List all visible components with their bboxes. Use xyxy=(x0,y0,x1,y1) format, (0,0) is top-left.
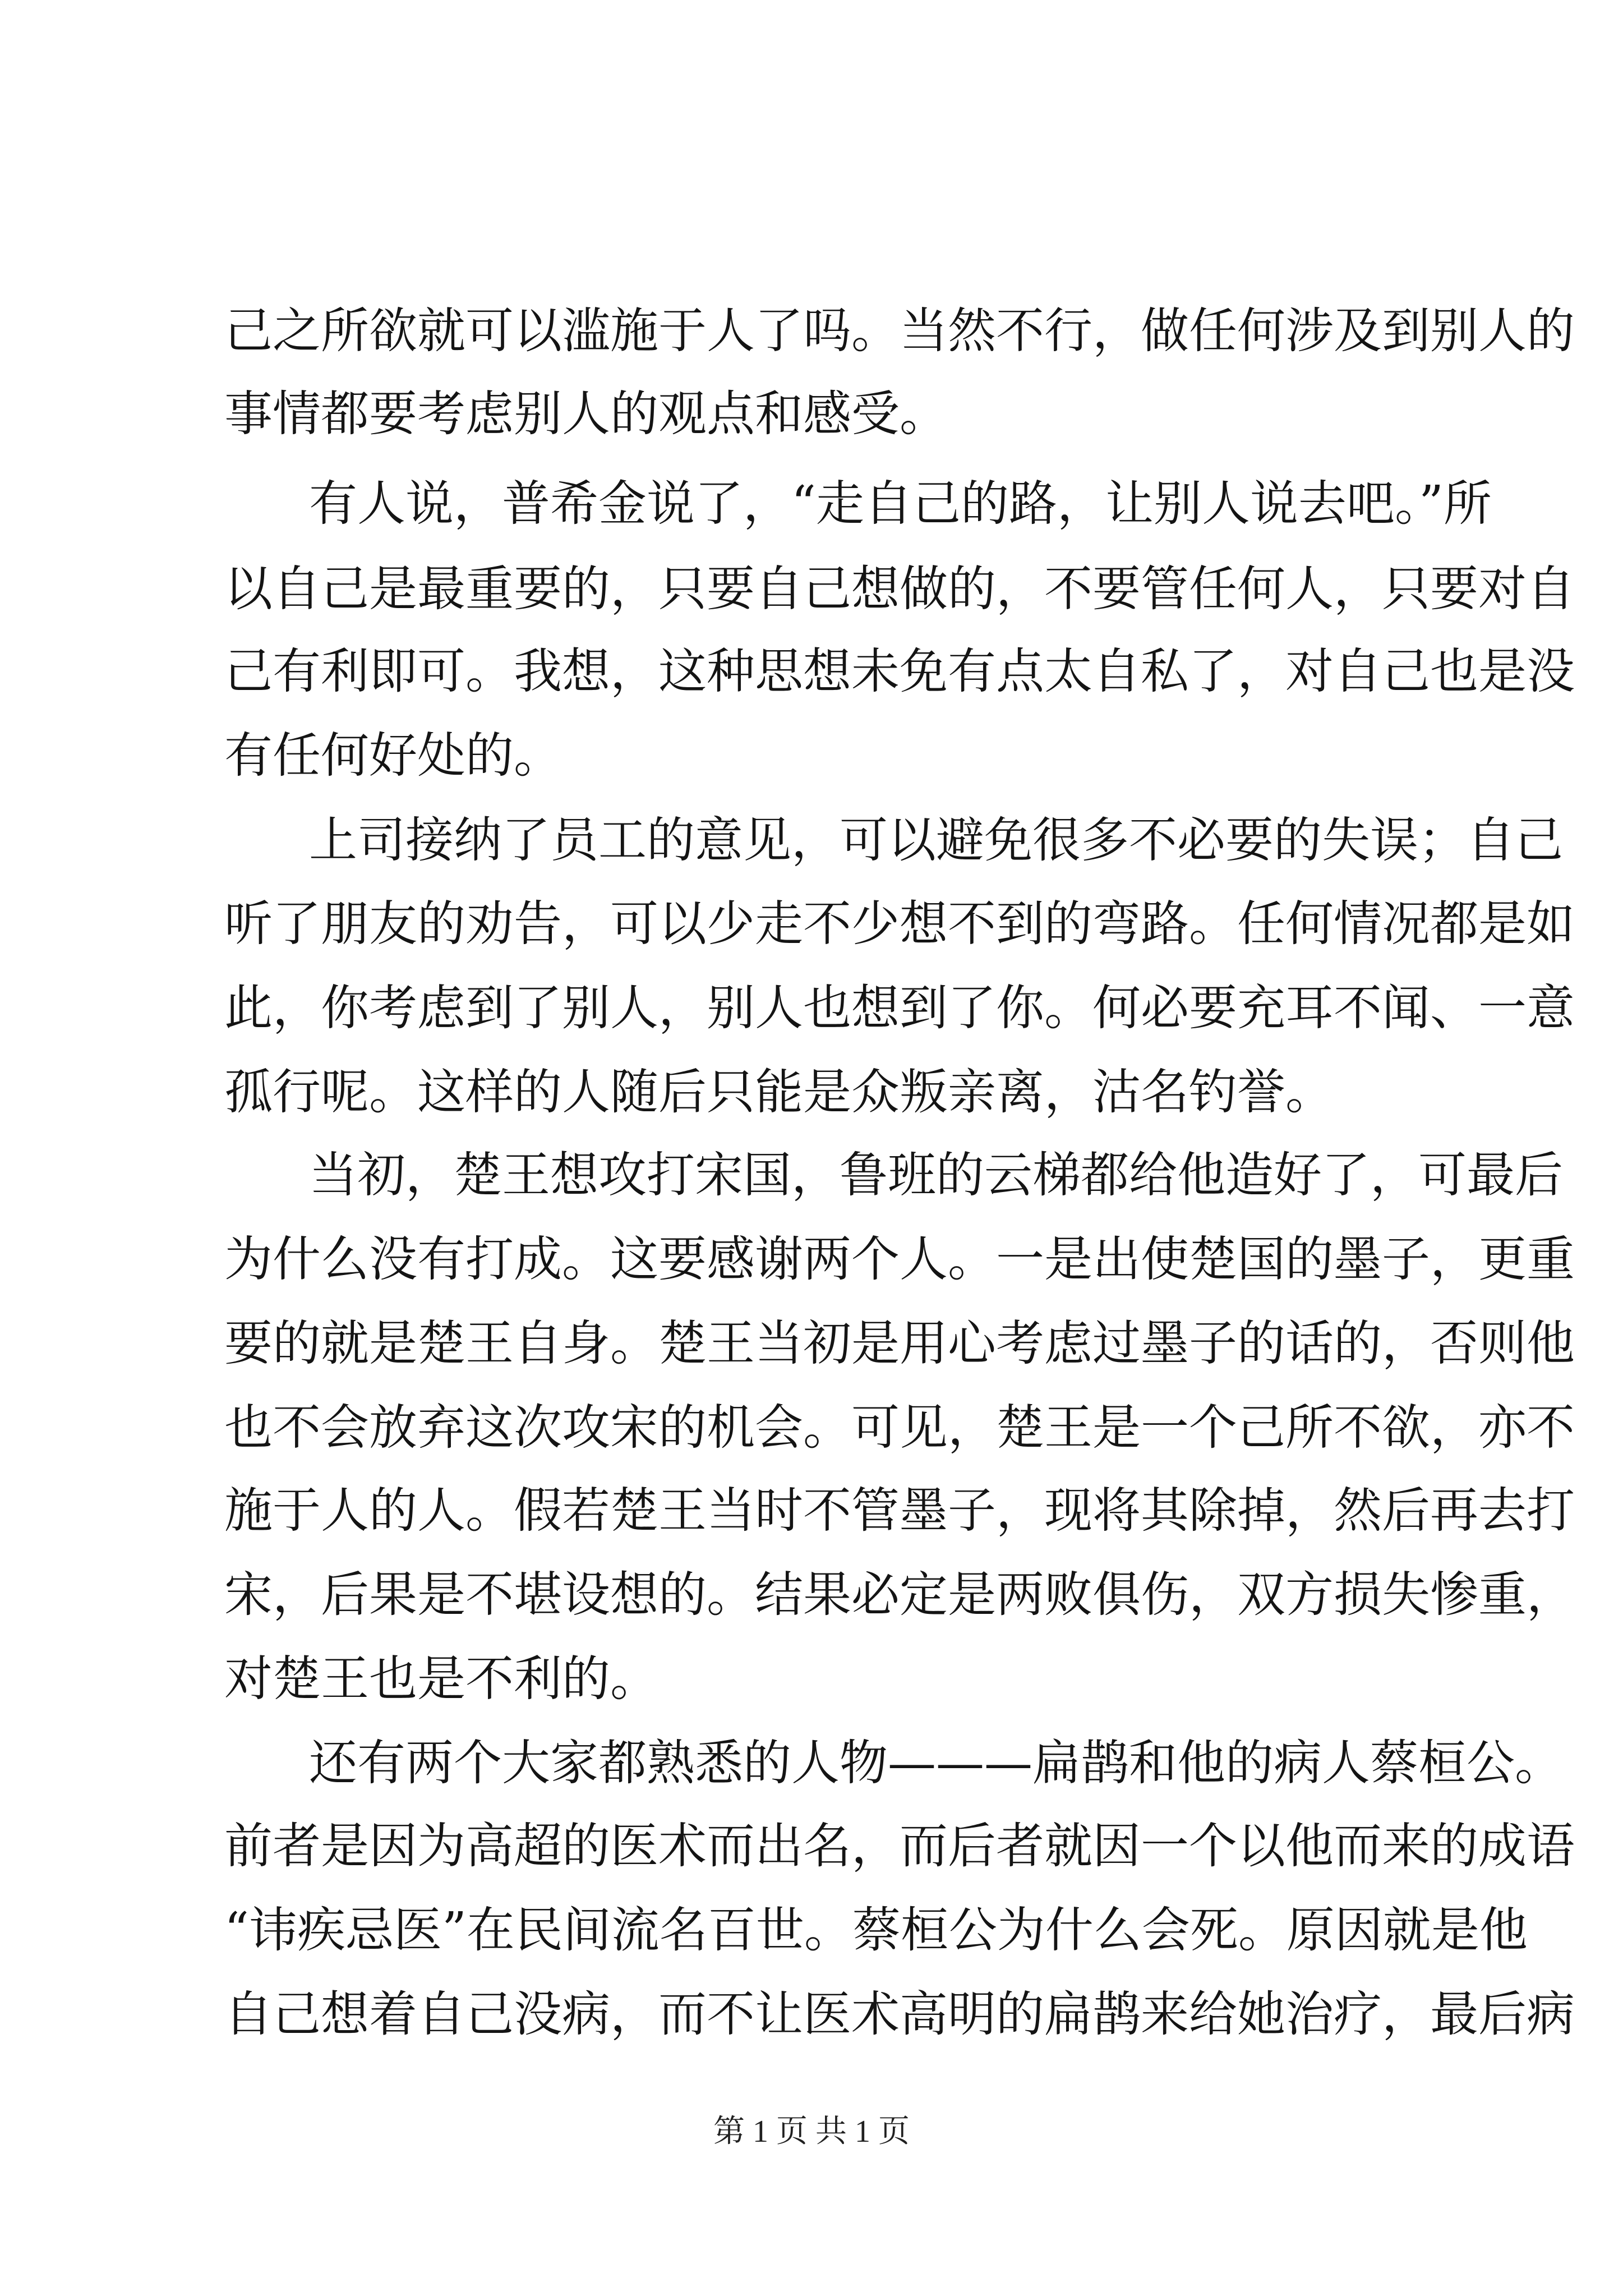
text-line: 对楚王也是不利的。 xyxy=(224,1651,658,1707)
text-line: 以自己是最重要的，只要自己想做的，不要管任何人，只要对自 xyxy=(224,561,1575,617)
text-line: 施于人的人。假若楚王当时不管墨子，现将其除掉，然后再去打 xyxy=(224,1483,1575,1539)
text-line: 此，你考虑到了别人，别人也想到了你。何必要充耳不闻、一意 xyxy=(224,980,1575,1036)
text-line: 前者是因为高超的医术而出名，而后者就因一个以他而来的成语 xyxy=(224,1818,1575,1874)
text-line: 己有利即可。我想，这种思想未免有点太自私了，对自己也是没 xyxy=(224,643,1575,700)
text-line: 宋，后果是不堪设想的。结果必定是两败俱伤，双方损失惨重， xyxy=(224,1567,1575,1623)
text-line: 当初，楚王想攻打宋国，鲁班的云梯都给他造好了，可最后 xyxy=(309,1147,1563,1203)
text-line: “讳疾忌医”在民间流名百世。蔡桓公为什么会死。原因就是他 xyxy=(224,1902,1528,1958)
text-line: 要的就是楚王自身。楚王当初是用心考虑过墨子的话的，否则他 xyxy=(224,1315,1575,1372)
text-line: 己之所欲就可以滥施于人了吗。当然不行，做任何涉及到别人的 xyxy=(224,303,1575,359)
text-line: 孤行呢。这样的人随后只能是众叛亲离，沽名钓誉。 xyxy=(224,1064,1334,1120)
text-line: 还有两个大家都熟悉的人物———扁鹊和他的病人蔡桓公。 xyxy=(309,1735,1563,1791)
text-line: 也不会放弃这次攻宋的机会。可见，楚王是一个己所不欲，亦不 xyxy=(224,1400,1575,1456)
text-line: 有任何好处的。 xyxy=(224,728,562,784)
text-line: 事情都要考虑别人的观点和感受。 xyxy=(224,386,948,442)
text-line: 为什么没有打成。这要感谢两个人。一是出使楚国的墨子，更重 xyxy=(224,1231,1575,1287)
page-footer: 第 1 页 共 1 页 xyxy=(713,2114,910,2149)
text-line: 有人说，普希金说了，“走自己的路，让别人说去吧。”所 xyxy=(309,476,1492,532)
text-line: 自己想着自己没病，而不让医术高明的扁鹊来给她治疗，最后病 xyxy=(224,1986,1575,2042)
text-line: 上司接纳了员工的意见，可以避免很多不必要的失误；自己 xyxy=(309,812,1563,868)
text-line: 听了朋友的劝告，可以少走不少想不到的弯路。任何情况都是如 xyxy=(224,896,1575,952)
